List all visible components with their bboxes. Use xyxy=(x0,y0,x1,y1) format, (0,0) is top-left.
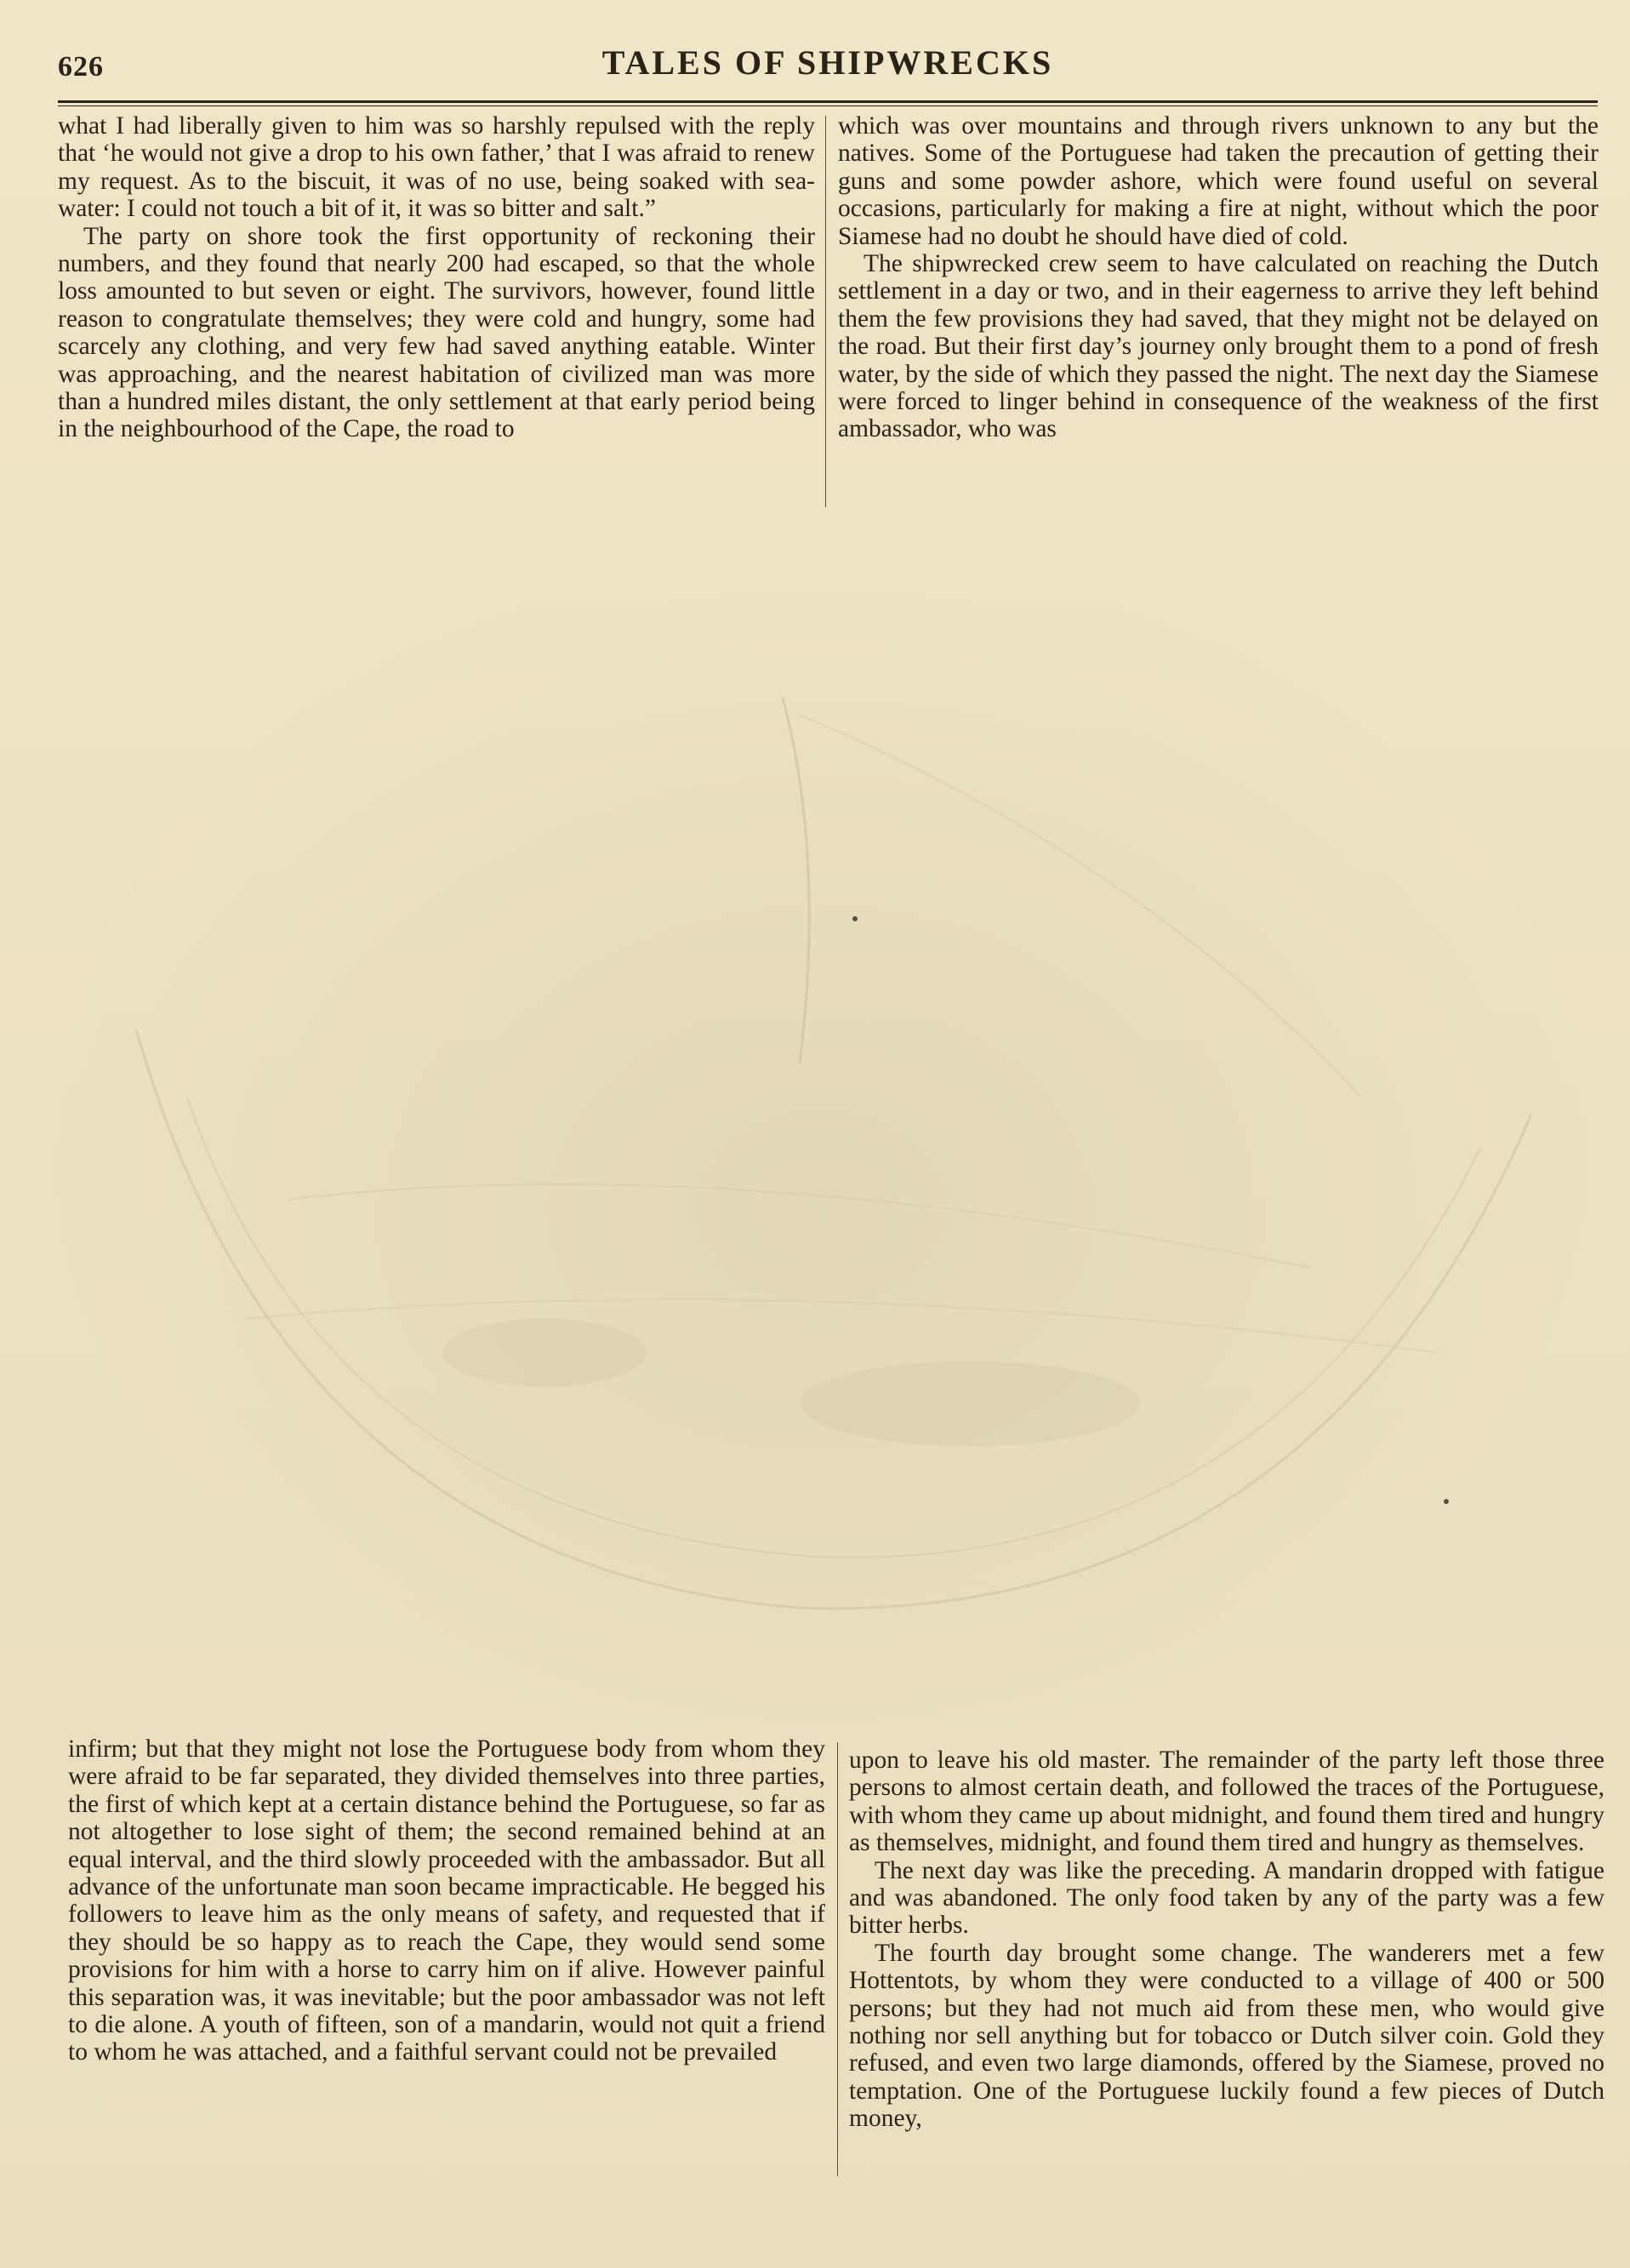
paragraph: The shipwrecked crew seem to have calculated on reaching the Dutch settlement in a day or two, and in their eagerness to arrive they left behind them the few provisions they had saved, that they might not be delayed on the road. But their first day’s journey only brought them to a pond of fresh water, by the side of which they passed the night. The next day the Siamese were forced to linger behind in consequence of the weakness of the first ambassador, who was xyxy=(838,250,1599,443)
column-bottom-left xyxy=(68,1735,825,2178)
paragraph: The next day was like the preceding. A mandarin dropped with fatigue and was abandoned. The only food taken by any of the party was a few bitter herbs. xyxy=(849,1856,1604,1940)
column-top-right xyxy=(838,112,1599,509)
paragraph: upon to leave his old master. The remainder of the party left those three persons to almost certain death, and followed the traces of the Portuguese, with whom they came up about midnight, and found them tired and hungry as themselves, midnight, and found them tired and hungry as themselves. xyxy=(849,1747,1604,1857)
column-top-left xyxy=(58,112,815,509)
page-number: 626 xyxy=(58,51,104,83)
column-divider xyxy=(837,1742,838,2176)
column-divider xyxy=(825,116,826,507)
header-rule-thin xyxy=(58,105,1598,106)
faded-engraving-illustration xyxy=(34,502,1608,1735)
paragraph: which was over mountains and through rivers unknown to any but the natives. Some of the Portuguese had taken the precaution of getting their guns and some powder ashore, which were found useful on several occasions, particularly for making a fire at night, without which the poor Siamese had no doubt he should have died of cold. xyxy=(838,112,1599,250)
paragraph: infirm; but that they might not lose the Portuguese body from whom they were afraid to be far separated, they divided themselves into three parties, the first of which kept at a certain distance behind the Portuguese, so far as not altogether to lose sight of them; the second remained behind at an equal interval, and the third slowly proceeded with the ambassador. But all advance of the unfortunate man soon became impracticable. He begged his followers to leave him as the only means of safety, and requested that if they should be so happy as to reach the Cape, they would send some provisions for him with a horse to carry him on if alive. However painful this separation was, it was inevitable; but the poor ambassador was not left to die alone. A youth of fifteen, son of a mandarin, would not quit a friend to whom he was attached, and a faithful servant could not be prevailed xyxy=(68,1735,825,2066)
paragraph: The party on shore took the first opportunity of reckoning their numbers, and they found that nearly 200 had escaped, so that the whole loss amounted to but seven or eight. The survivors, however, found little reason to congratulate themselves; they were cold and hungry, some had scarcely any clothing, and very few had saved anything eatable. Winter was approaching, and the nearest habitation of civilized man was more than a hundred miles distant, the only settlement at that early period being in the neighbourhood of the Cape, the road to xyxy=(58,222,815,443)
paragraph: what I had liberally given to him was so harshly repulsed with the reply that ‘he would not give a drop to his own father,’ that I was afraid to renew my request. As to the biscuit, it was of no use, being soaked with sea-water: I could not touch a bit of it, it was so bitter and salt.” xyxy=(58,112,815,223)
paragraph: The fourth day brought some change. The wanderers met a few Hottentots, by whom they were conducted to a village of 400 or 500 persons; but they had not much aid from these men, who would give nothing nor sell anything but for tobacco or Dutch silver coin. Gold they refused, and even two large diamonds, offered by the Siamese, proved no temptation. One of the Portuguese luckily found a few pieces of Dutch money, xyxy=(849,1939,1604,2133)
running-title: TALES OF SHIPWRECKS xyxy=(601,43,1054,82)
header-rule xyxy=(58,100,1598,103)
column-bottom-right xyxy=(849,1747,1604,2178)
running-head xyxy=(58,37,1598,105)
